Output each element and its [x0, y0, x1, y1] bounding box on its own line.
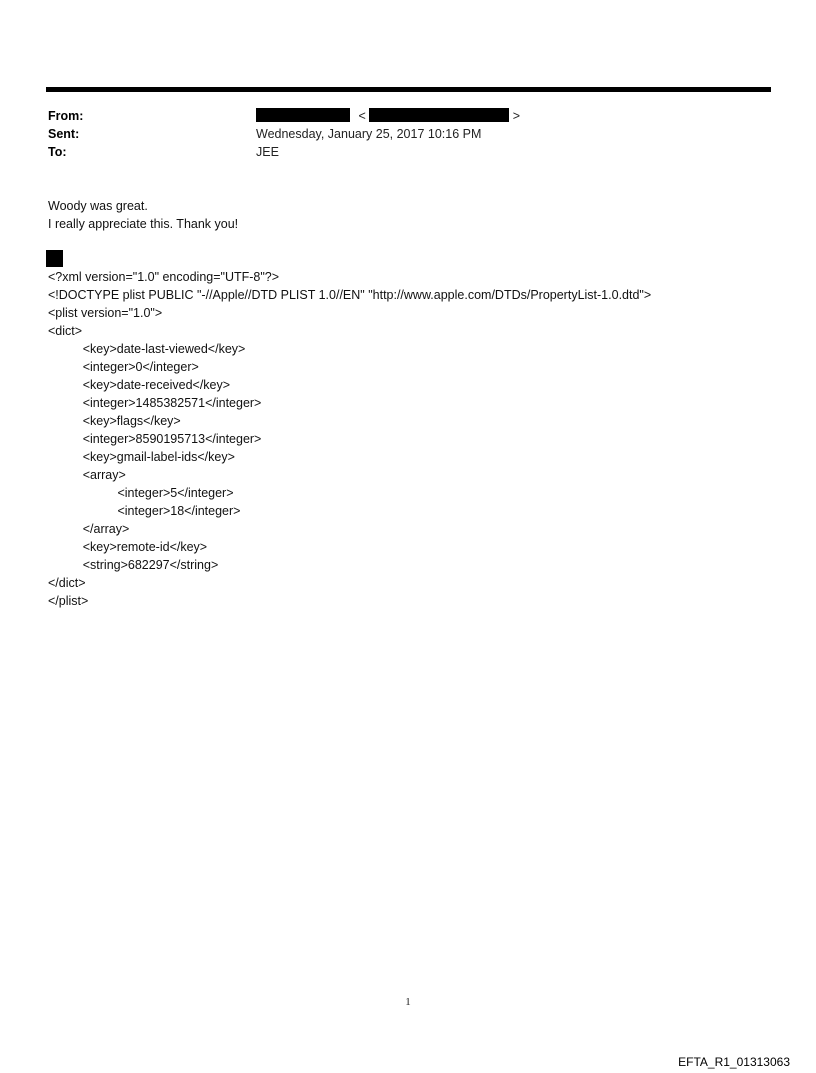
plist-line: <key>date-received</key>: [48, 378, 231, 392]
to-label: To:: [48, 145, 67, 159]
to-value: JEE: [256, 145, 279, 159]
redaction-block: [46, 250, 63, 267]
body-line: I really appreciate this. Thank you!: [48, 217, 239, 231]
from-value: [256, 107, 520, 125]
plist-line: <key>remote-id</key>: [48, 540, 208, 554]
plist-line: <integer>5</integer>: [48, 486, 234, 500]
from-label: From:: [48, 109, 84, 123]
plist-line: <!DOCTYPE plist PUBLIC "-//Apple//DTD PLIST 1.0//EN" "http://www.apple.com/DTDs/PropertyList-1.0.dtd">: [48, 288, 652, 302]
plist-line: </array>: [48, 522, 130, 536]
plist-line: <integer>18</integer>: [48, 504, 241, 518]
plist-line: <?xml version="1.0" encoding="UTF-8"?>: [48, 270, 280, 284]
plist-line: <string>682297</string>: [48, 558, 219, 572]
from-close-bracket: >: [512, 109, 521, 123]
message-body: [48, 197, 238, 233]
sent-value: Wednesday, January 25, 2017 10:16 PM: [256, 127, 482, 141]
sent-label: Sent:: [48, 127, 80, 141]
plist-line: <integer>8590195713</integer>: [48, 432, 262, 446]
from-open-bracket: <: [358, 109, 366, 123]
plist-line: <dict>: [48, 324, 83, 338]
plist-line: <plist version="1.0">: [48, 306, 163, 320]
body-line: Woody was great.: [48, 199, 148, 213]
plist-line: <integer>0</integer>: [48, 360, 199, 374]
plist-line: </plist>: [48, 594, 89, 608]
plist-line: </dict>: [48, 576, 86, 590]
redacted-sender-name: [256, 108, 350, 122]
page-number: 1: [405, 996, 411, 1008]
plist-line: <key>flags</key>: [48, 414, 181, 428]
top-rule: [46, 87, 771, 92]
plist-line: <key>date-last-viewed</key>: [48, 342, 246, 356]
plist-line: <array>: [48, 468, 126, 482]
redacted-sender-email: [369, 108, 509, 122]
bates-number: EFTA_R1_01313063: [678, 1055, 790, 1069]
plist-line: <integer>1485382571</integer>: [48, 396, 262, 410]
plist-line: <key>gmail-label-ids</key>: [48, 450, 235, 464]
plist-content: [48, 268, 651, 610]
